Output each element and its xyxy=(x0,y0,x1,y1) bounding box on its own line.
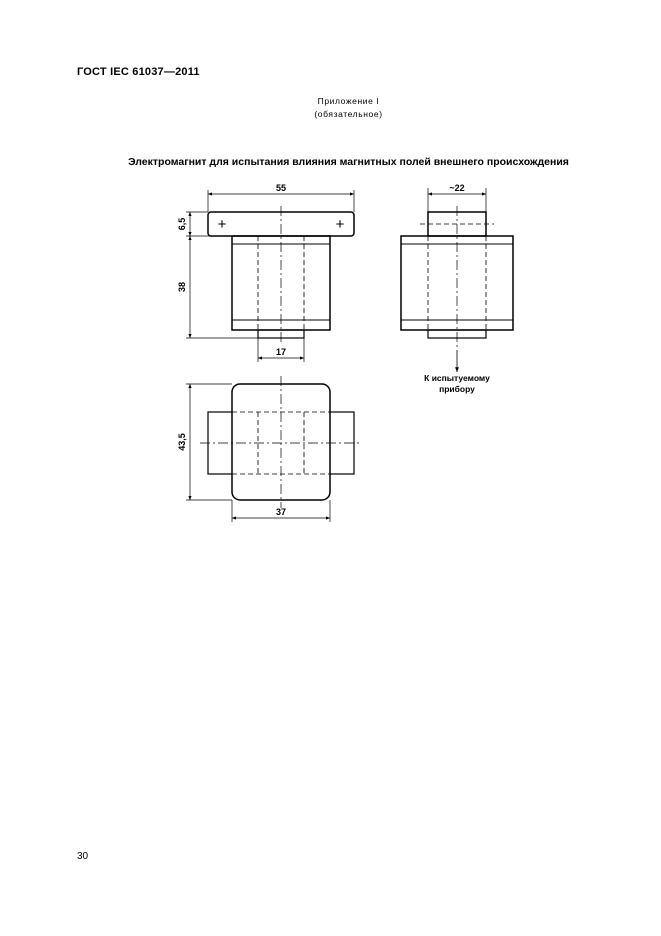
arrow-note-line2: прибору xyxy=(439,384,475,394)
side-view xyxy=(401,188,513,372)
dim-plan-height: 43,5 xyxy=(177,433,187,451)
arrow-note-line1: К испытуемому xyxy=(424,373,490,383)
front-view xyxy=(186,190,354,362)
dim-plate-thickness: 6,5 xyxy=(177,217,187,231)
dim-plan-width: 37 xyxy=(275,507,287,517)
plus-sign-left: + xyxy=(217,216,227,233)
dim-top-width: 55 xyxy=(275,183,287,193)
document-header: ГОСТ IEC 61037—2011 xyxy=(77,66,200,78)
figure-title: Электромагнит для испытания влияния магнитных полей внешнего происхождения xyxy=(128,156,569,168)
page-number: 30 xyxy=(77,851,89,862)
dim-center-width: 17 xyxy=(275,347,287,357)
dim-body-height: 38 xyxy=(177,281,187,293)
plan-view xyxy=(186,376,362,522)
annex-name: Приложение I xyxy=(317,96,380,106)
plus-sign-right: + xyxy=(335,216,345,233)
annex-status: (обязательное) xyxy=(314,109,383,119)
dim-side-width: ~22 xyxy=(449,183,465,193)
